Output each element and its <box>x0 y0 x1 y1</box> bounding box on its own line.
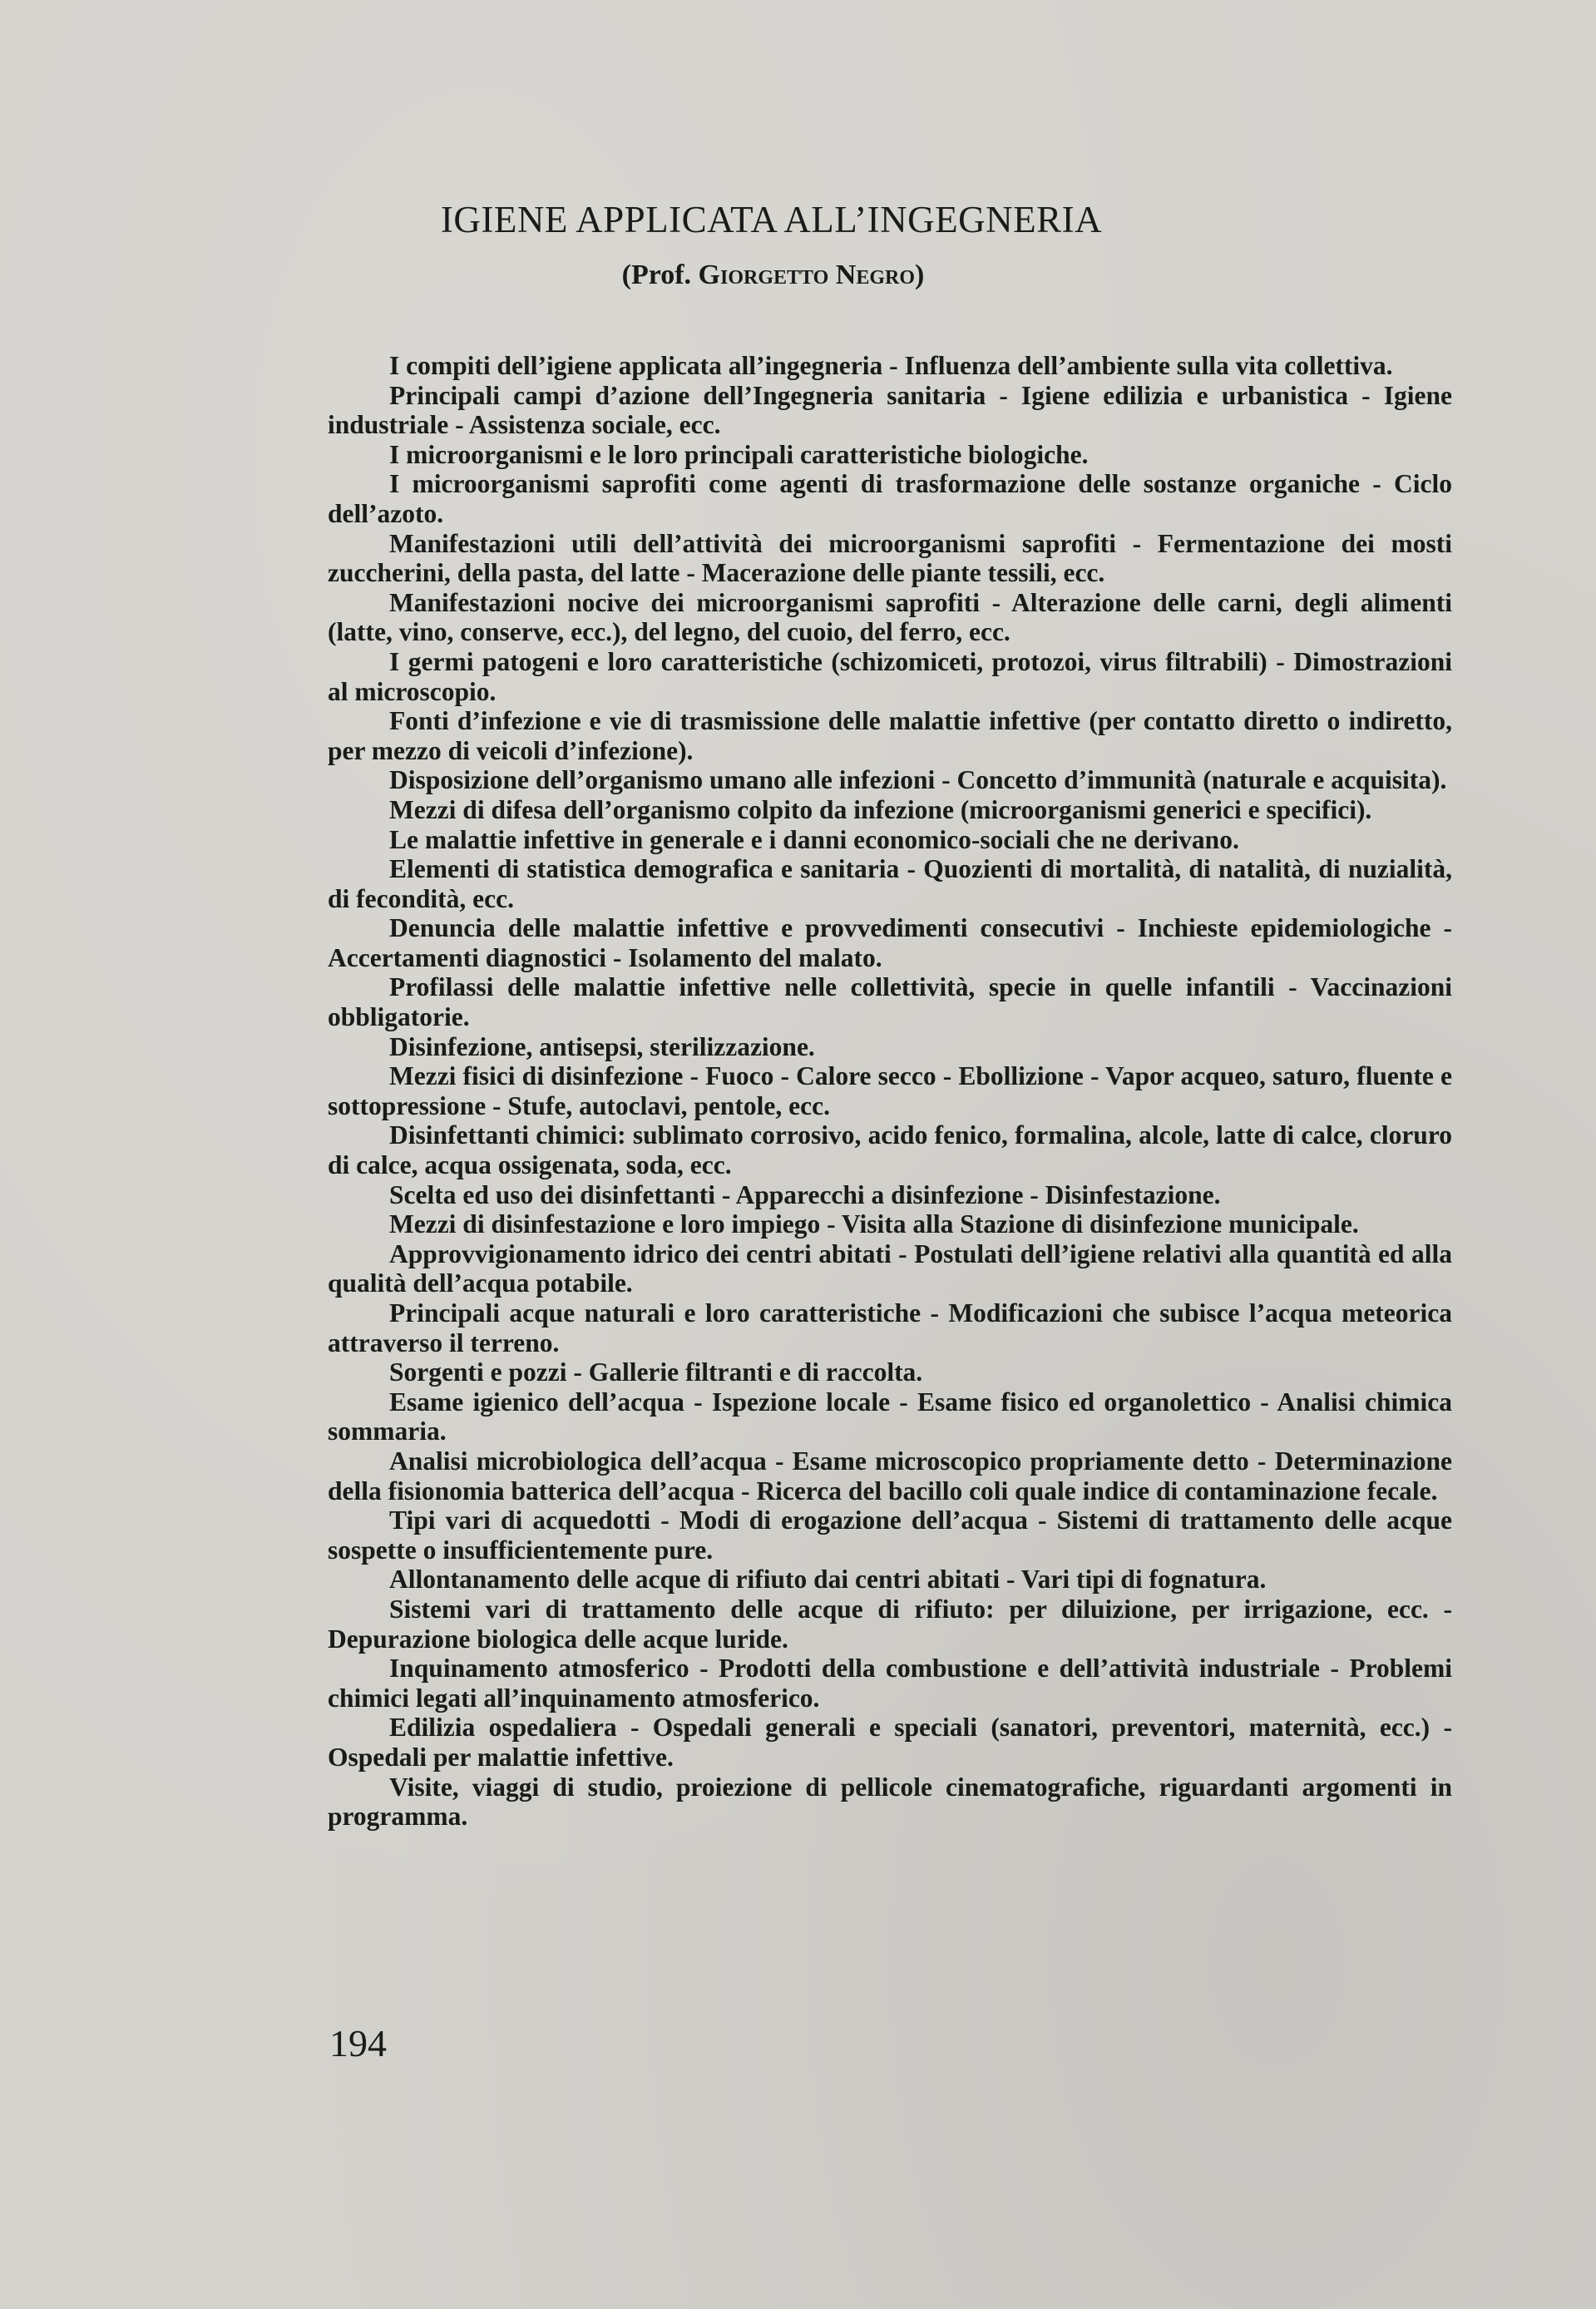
syllabus-paragraph: Denuncia delle malattie infettive e provvedimenti consecutivi - Inchieste epidemiologiche - Accertamenti diagnostici - Isolamento del malato. <box>328 913 1452 972</box>
syllabus-paragraph: Scelta ed uso dei disinfettanti - Apparecchi a disinfezione - Disinfestazione. <box>389 1179 1221 1209</box>
syllabus-paragraph: Approvvigionamento idrico dei centri abitati - Postulati dell’igiene relativi alla quantità ed alla qualità dell’acqua potabile. <box>328 1239 1452 1298</box>
syllabus-paragraph: Visite, viaggi di studio, proiezione di pellicole cinematografiche, riguardanti argomenti in programma. <box>328 1772 1452 1832</box>
syllabus-paragraph: Allontanamento delle acque di rifiuto dai centri abitati - Vari tipi di fognatura. <box>389 1565 1267 1595</box>
syllabus-paragraph: Mezzi di difesa dell’organismo colpito da infezione (microorganismi generici e specifici). <box>389 794 1372 824</box>
syllabus-paragraph: I germi patogeni e loro caratteristiche (schizomiceti, protozoi, virus filtrabili) - Dimostrazioni al microscopio. <box>328 646 1452 706</box>
syllabus-paragraph: Fonti d’infezione e vie di trasmissione delle malattie infettive (per contatto diretto o indiretto, per mezzo di veicoli d’infezione). <box>328 706 1452 765</box>
syllabus-paragraph: I microorganismi saprofiti come agenti di trasformazione delle sostanze organiche - Ciclo dell’azoto. <box>328 469 1452 528</box>
syllabus-paragraph: Mezzi di disinfestazione e loro impiego - Visita alla Stazione di disinfezione municipale. <box>389 1209 1359 1239</box>
syllabus-paragraph: Tipi vari di acquedotti - Modi di erogazione dell’acqua - Sistemi di trattamento delle acque sospette o insufficientemente pure. <box>328 1506 1452 1565</box>
syllabus-paragraph: Elementi di statistica demografica e sanitaria - Quozienti di mortalità, di natalità, di nuzialità, di fecondità, ecc. <box>328 854 1452 913</box>
author-line <box>0 260 1571 291</box>
author-name: Giorgetto Negro <box>698 260 915 290</box>
syllabus-paragraph: Sistemi vari di trattamento delle acque di rifiuto: per diluizione, per irrigazione, ecc. - Depurazione biologica delle acque luride. <box>328 1594 1452 1654</box>
syllabus-paragraph: Le malattie infettive in generale e i danni economico-sociali che ne derivano. <box>389 824 1239 854</box>
syllabus-paragraph: Mezzi fisici di disinfezione - Fuoco - Calore secco - Ebollizione - Vapor acqueo, saturo, fluente e sottopressione - Stufe, autoclavi, pentole, ecc. <box>328 1061 1452 1120</box>
syllabus-paragraph: Sorgenti e pozzi - Gallerie filtranti e di raccolta. <box>389 1357 923 1387</box>
syllabus-paragraph: Disposizione dell’organismo umano alle infezioni - Concetto d’immunità (naturale e acquisita). <box>389 765 1447 795</box>
syllabus-paragraph: Esame igienico dell’acqua - Ispezione locale - Esame fisico ed organolettico - Analisi chimica sommaria. <box>328 1387 1452 1446</box>
syllabus-paragraph: Disinfezione, antisepsi, sterilizzazione. <box>389 1031 815 1061</box>
document-title: IGIENE APPLICATA ALL’INGEGNERIA <box>440 199 1103 240</box>
syllabus-paragraph: Edilizia ospedaliera - Ospedali generali e speciali (sanatori, preventori, maternità, ecc.) - Ospedali per malattie infettive. <box>328 1713 1452 1772</box>
page-number: 194 <box>329 2022 387 2064</box>
syllabus-paragraph: Profilassi delle malattie infettive nelle collettività, specie in quelle infantili - Vaccinazioni obbligatorie. <box>328 972 1452 1032</box>
syllabus-body <box>328 351 1452 1832</box>
syllabus-paragraph: Manifestazioni utili dell’attività dei microorganismi saprofiti - Fermentazione dei mosti zuccherini, della pasta, del latte - Macerazione delle piante tessili, ecc. <box>328 528 1452 588</box>
syllabus-paragraph: Principali acque naturali e loro caratteristiche - Modificazioni che subisce l’acqua meteorica attraverso il terreno. <box>328 1298 1452 1357</box>
syllabus-paragraph: Manifestazioni nocive dei microorganismi saprofiti - Alterazione delle carni, degli alimenti (latte, vino, conserve, ecc.), del legno, del cuoio, del ferro, ecc. <box>328 587 1452 647</box>
syllabus-paragraph: Analisi microbiologica dell’acqua - Esame microscopico propriamente detto - Determinazione della fisionomia batterica dell’acqua - Ricerca del bacillo coli quale indice di contaminazione fecale. <box>328 1446 1452 1506</box>
syllabus-paragraph: Inquinamento atmosferico - Prodotti della combustione e dell’attività industriale - Problemi chimici legati all’inquinamento atmosferico. <box>328 1654 1452 1713</box>
author-suffix: ) <box>915 260 925 290</box>
syllabus-paragraph: Disinfettanti chimici: sublimato corrosivo, acido fenico, formalina, alcole, latte di calce, cloruro di calce, acqua ossigenata, soda, ecc. <box>328 1120 1452 1180</box>
syllabus-paragraph: I microorganismi e le loro principali caratteristiche biologiche. <box>389 439 1089 469</box>
author-prefix: (Prof. <box>621 260 692 290</box>
syllabus-paragraph: Principali campi d’azione dell’Ingegneria sanitaria - Igiene edilizia e urbanistica - Igiene industriale - Assistenza sociale, ecc. <box>328 380 1452 440</box>
syllabus-paragraph: I compiti dell’igiene applicata all’ingegneria - Influenza dell’ambiente sulla vita collettiva. <box>389 351 1393 380</box>
